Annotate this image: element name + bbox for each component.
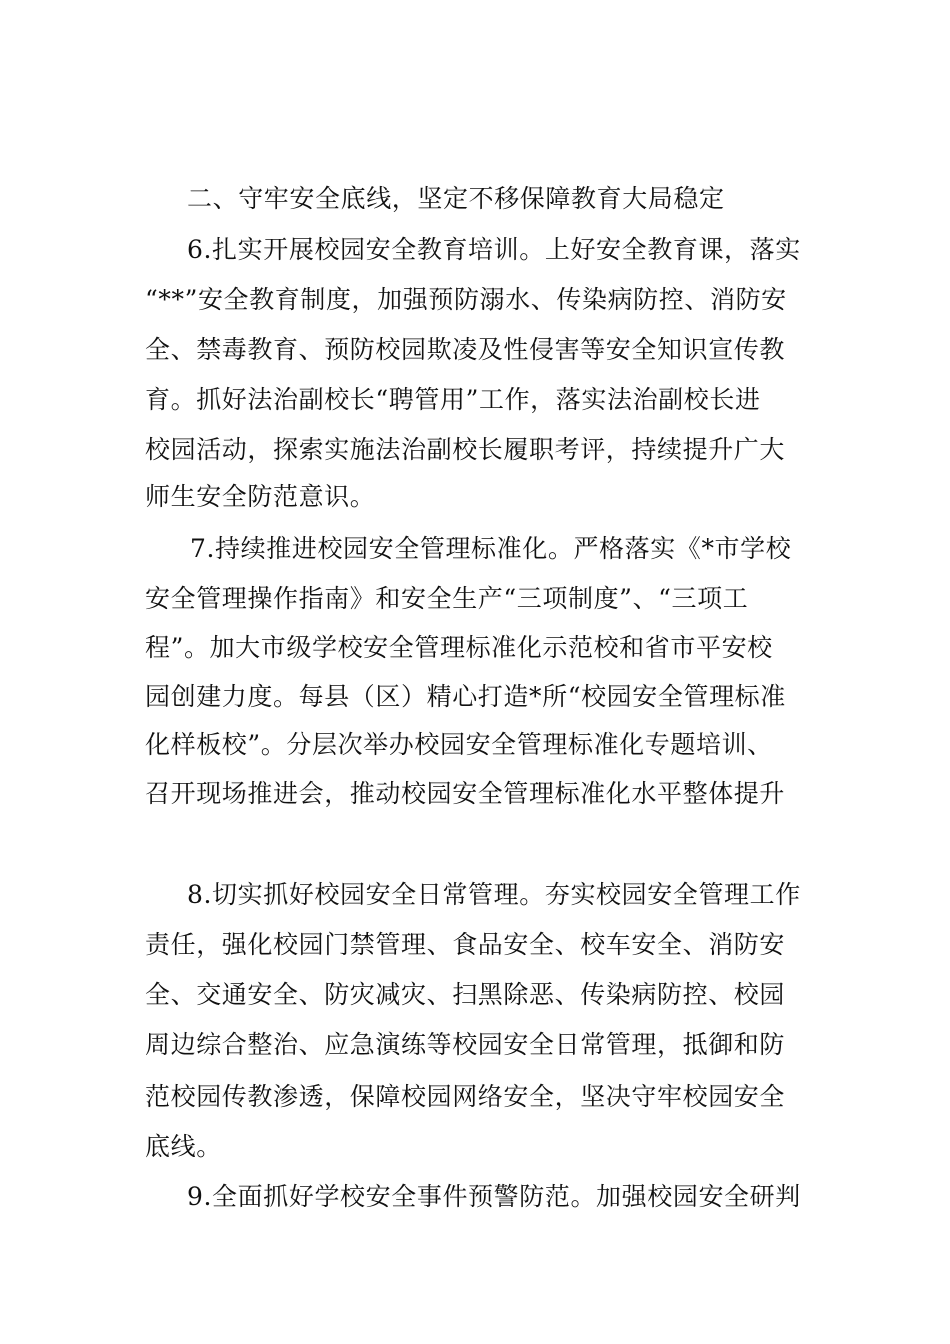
paragraph-line: 程”。加大市级学校安全管理标准化示范校和省市平安校 <box>145 633 773 662</box>
paragraph-line: 全、禁毒教育、预防校园欺凌及性侵害等安全知识宣传教 <box>145 335 786 364</box>
paragraph-line: 师生安全防范意识。 <box>145 482 376 511</box>
paragraph-line: 6.扎实开展校园安全教育培训。上好安全教育课，落实 <box>187 235 801 264</box>
paragraph-line: 化样板校”。分层次举办校园安全管理标准化专题培训、 <box>145 730 773 759</box>
paragraph-line: 召开现场推进会，推动校园安全管理标准化水平整体提升 <box>145 779 786 808</box>
paragraph-line: 安全管理操作指南》和安全生产“三项制度”、“三项工 <box>145 584 749 613</box>
paragraph-line: 7.持续推进校园安全管理标准化。严格落实《*市学校 <box>190 534 792 563</box>
section-heading: 二、守牢安全底线，坚定不移保障教育大局稳定 <box>187 184 725 213</box>
paragraph-line: 园创建力度。每县（区）精心打造*所“校园安全管理标准 <box>145 682 786 711</box>
paragraph-line: “**”安全教育制度，加强预防溺水、传染病防控、消防安 <box>145 285 787 314</box>
paragraph-line: 8.切实抓好校园安全日常管理。夯实校园安全管理工作 <box>187 880 801 909</box>
paragraph-line: 底线。 <box>145 1132 222 1161</box>
paragraph-line: 9.全面抓好学校安全事件预警防范。加强校园安全研判 <box>187 1182 801 1211</box>
paragraph-line: 校园活动，探索实施法治副校长履职考评，持续提升广大 <box>145 435 786 464</box>
paragraph-line: 范校园传教渗透，保障校园网络安全，坚决守牢校园安全 <box>145 1082 786 1111</box>
paragraph-line: 育。抓好法治副校长“聘管用”工作，落实法治副校长进 <box>145 385 761 414</box>
paragraph-line: 全、交通安全、防灾减灾、扫黑除恶、传染病防控、校园 <box>145 980 786 1009</box>
paragraph-line: 周边综合整治、应急演练等校园安全日常管理，抵御和防 <box>145 1030 786 1059</box>
paragraph-line: 责任，强化校园门禁管理、食品安全、校车安全、消防安 <box>145 930 786 959</box>
